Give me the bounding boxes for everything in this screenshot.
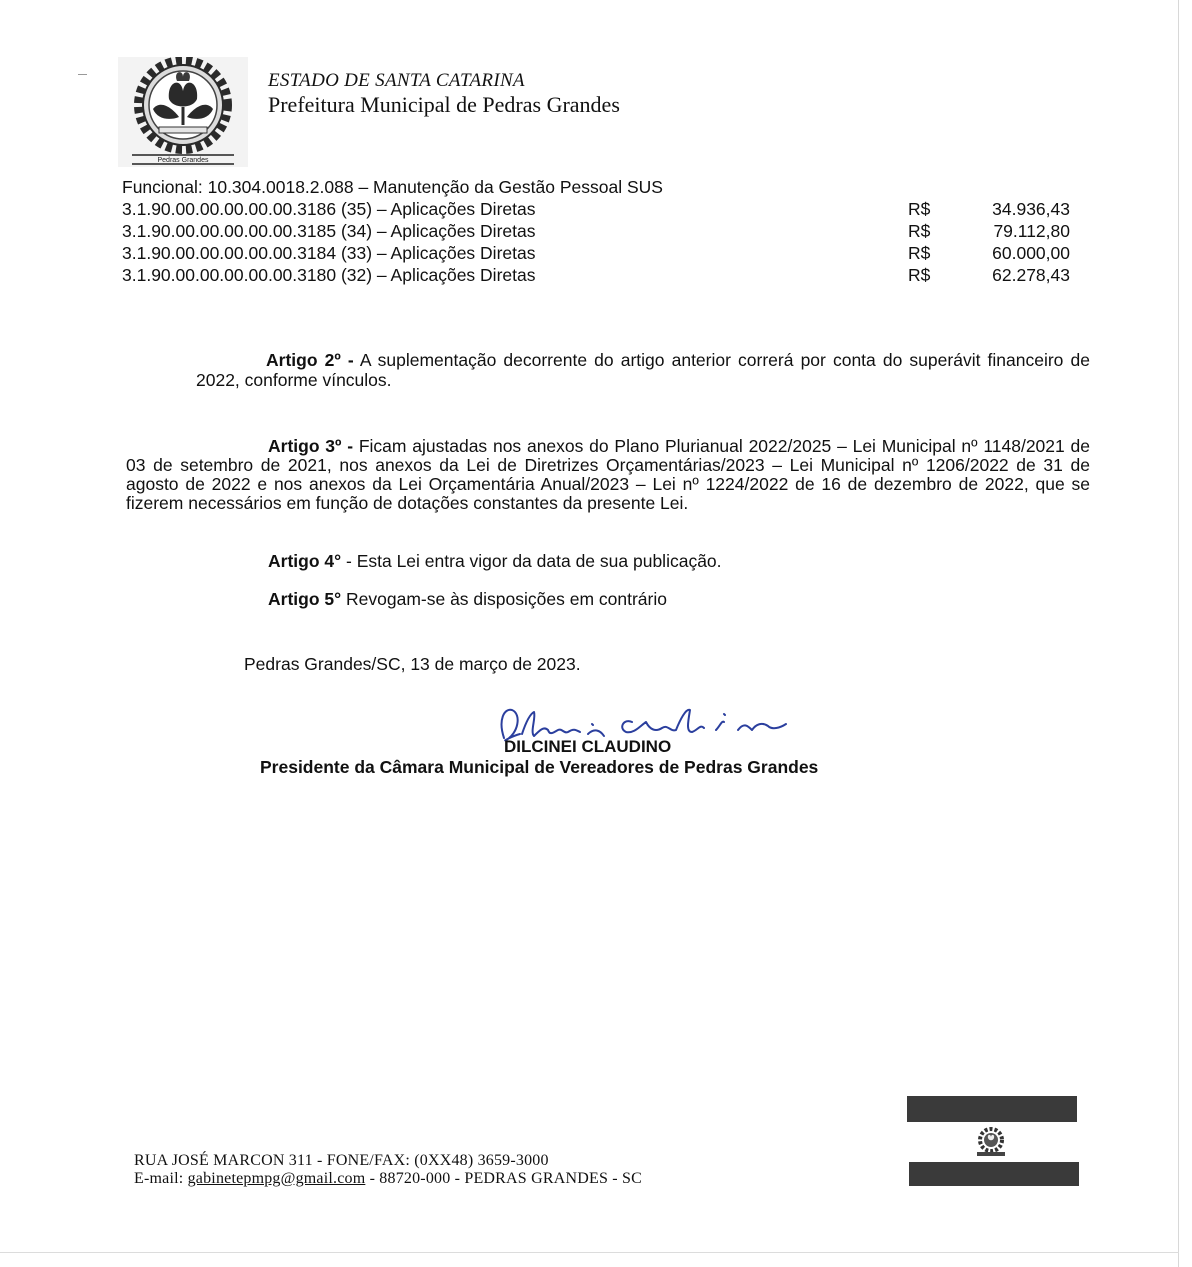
budget-row (122, 242, 1082, 264)
article-4-label: Artigo 4° (268, 551, 342, 571)
emblem-stamp-icon (907, 1096, 1079, 1188)
currency: R$ (908, 199, 931, 219)
article-2-label: Artigo 2º - (266, 350, 354, 370)
signature-strokes (502, 710, 786, 741)
budget-code: 3.1.90.00.00.00.00.00.3185 (34) – Aplicações Diretas (122, 221, 536, 241)
amount: 34.936,43 (992, 199, 1070, 219)
footer-email-label: E-mail: (134, 1170, 184, 1187)
seal-caption: Pedras Grandes (157, 157, 209, 164)
state-title: ESTADO DE SANTA CATARINA (268, 70, 525, 91)
article-5-label: Artigo 5° (268, 589, 342, 609)
article-3-label: Artigo 3º - (268, 436, 354, 456)
currency: R$ (908, 243, 931, 263)
footer-address: RUA JOSÉ MARCON 311 - FONE/FAX: (0XX48) 3659-3000 (134, 1152, 549, 1169)
article-4-text: - Esta Lei entra vigor da data de sua publicação. (346, 551, 722, 571)
budget-row (122, 198, 1082, 220)
article-2-text: A suplementação decorrente do artigo anterior correrá por conta do superávit financeiro de 2022, conforme vínculos. (196, 350, 1090, 390)
budget-heading: Funcional: 10.304.0018.2.088 – Manutenção da Gestão Pessoal SUS (122, 177, 663, 197)
amount: 62.278,43 (992, 265, 1070, 285)
footer-email-line (134, 1170, 642, 1188)
date-line: Pedras Grandes/SC, 13 de março de 2023. (244, 654, 581, 674)
article-5-text: Revogam-se às disposições em contrário (346, 589, 667, 609)
currency: R$ (908, 265, 931, 285)
scan-edge-bottom (0, 1252, 1179, 1253)
amount: 60.000,00 (992, 243, 1070, 263)
article-4 (268, 551, 1068, 571)
budget-row (122, 220, 1082, 242)
budget-code: 3.1.90.00.00.00.00.00.3180 (32) – Aplicações Diretas (122, 265, 536, 285)
article-2 (196, 350, 1090, 390)
footer-postal: - 88720-000 - PEDRAS GRANDES - SC (369, 1170, 642, 1187)
signer-name: DILCINEI CLAUDINO (504, 737, 672, 756)
article-5 (268, 589, 1068, 609)
budget-code: 3.1.90.00.00.00.00.00.3184 (33) – Aplicações Diretas (122, 243, 536, 263)
article-3 (126, 437, 1090, 513)
scan-speck (78, 74, 87, 75)
currency: R$ (908, 221, 931, 241)
article-3-text: Ficam ajustadas nos anexos do Plano Plurianual 2022/2025 – Lei Municipal nº 1148/2021 de 03 de setembro de 2021, nos anexos da Lei de Diretrizes Orçamentárias/2023 – Lei Municipal nº 1206/2022 de 31 de agosto de 2022 e nos anexos da Lei Orçamentária Anual/2023 – Lei nº 1224/2022 de 16 de dezembro de 2022, que se fizerem necessários em função de dotações constantes da presente Lei. (126, 436, 1091, 513)
scan-edge-right (1178, 0, 1179, 1267)
city-title: Prefeitura Municipal de Pedras Grandes (268, 92, 620, 117)
budget-row (122, 264, 1082, 286)
amount: 79.112,80 (993, 221, 1070, 241)
budget-allocation-list (122, 176, 1082, 286)
letterhead (268, 70, 620, 118)
municipal-seal-icon (118, 57, 248, 167)
footer-email-link[interactable]: gabinetepmpg@gmail.com (187, 1170, 366, 1187)
budget-code: 3.1.90.00.00.00.00.00.3186 (35) – Aplicações Diretas (122, 199, 536, 219)
footer-contact (134, 1152, 642, 1188)
signer-role: Presidente da Câmara Municipal de Vereadores de Pedras Grandes (260, 757, 819, 777)
